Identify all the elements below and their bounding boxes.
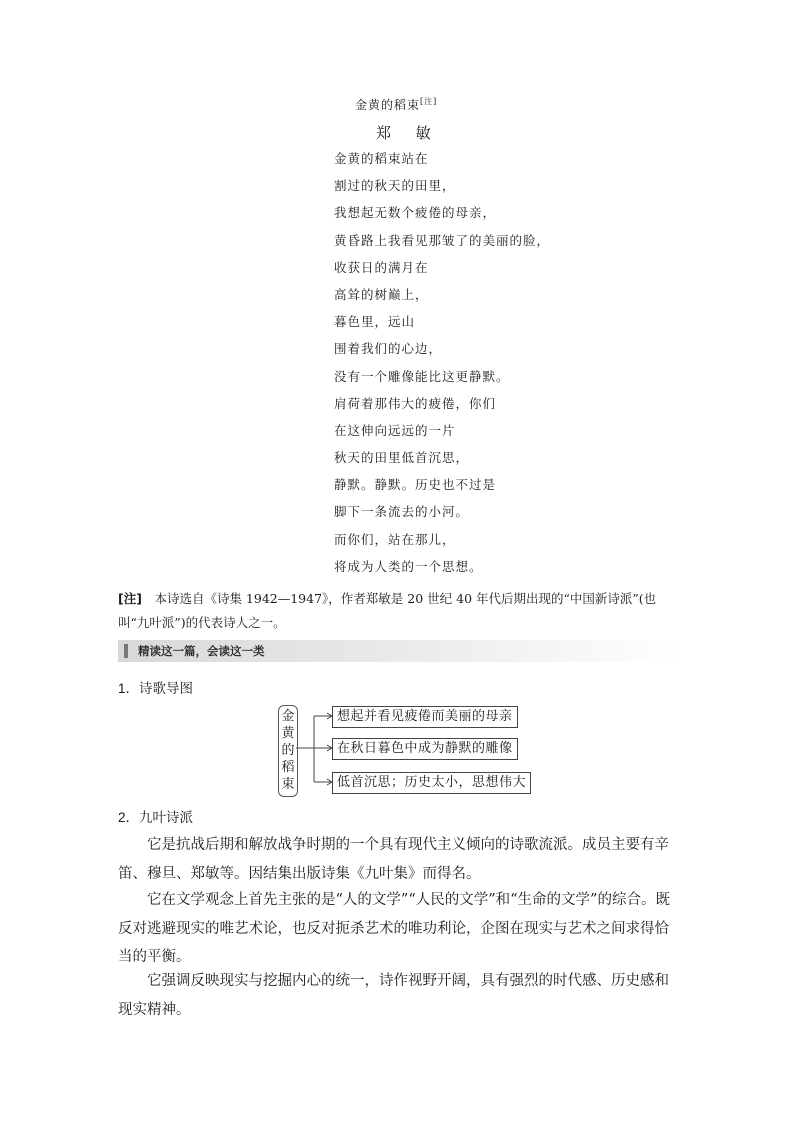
poem-line: 静默。静默。历史也不过是 <box>334 477 497 493</box>
paragraph: 它在文学观念上首先主张的是“人的文学”“人民的文学”和“生命的文学”的综合。既反对逃避现实的唯艺术论，也反对扼杀艺术的唯功利论，企图在现实与艺术之间求得恰当的平衡。 <box>118 892 670 965</box>
banner-bar <box>124 644 128 658</box>
mind-map-connectors <box>296 700 336 800</box>
root-char: 金 <box>281 709 295 724</box>
poem-line: 将成为人类的一个思想。 <box>334 558 483 574</box>
poem-body <box>334 150 550 585</box>
poem-line: 没有一个雕像能比这更静默。 <box>334 368 510 384</box>
poem-line: 金黄的稻束站在 <box>334 151 429 166</box>
mind-map-branch-1: 想起并看见疲倦而美丽的母亲 <box>332 706 518 728</box>
paragraph: 它强调反映现实与挖掘内心的统一，诗作视野开阔，具有强烈的时代感、历史感和现实精神。 <box>118 973 669 1018</box>
poem-line: 高耸的树巅上， <box>334 286 429 302</box>
heading-jiuye-school: 2．九叶诗派 <box>118 810 194 825</box>
mind-map-branch-2: 在秋日暮色中成为静默的雕像 <box>332 738 518 760</box>
poem-line: 收获日的满月在 <box>334 259 429 275</box>
poem-line: 围着我们的心边， <box>334 341 443 357</box>
root-char: 的 <box>281 743 295 758</box>
poem-line: 在这伸向远远的一片 <box>334 422 456 438</box>
poem-title <box>355 96 437 113</box>
section-banner <box>118 640 681 662</box>
heading-poem-map: 1．诗歌导图 <box>118 681 194 696</box>
poem-line: 暮色里，远山 <box>334 314 416 330</box>
poem-note-mark: [注] <box>420 97 438 106</box>
poem-line: 秋天的田里低首沉思， <box>334 450 470 466</box>
mind-map-branch-3: 低首沉思；历史太小，思想伟大 <box>332 772 531 794</box>
poem-line: 黄昏路上我看见那皱了的美丽的脸， <box>334 232 551 248</box>
mind-map-root <box>278 705 298 797</box>
root-char: 黄 <box>281 726 295 741</box>
poem-line: 脚下一条流去的小河。 <box>334 504 470 520</box>
poem-line: 肩荷着那伟大的疲倦，你们 <box>334 395 497 411</box>
poem-line: 割过的秋天的田里， <box>334 178 456 194</box>
poem-note <box>118 587 683 635</box>
poem-line: 而你们，站在那儿， <box>334 531 456 547</box>
root-char: 束 <box>281 777 295 792</box>
section-banner-label: 精读这一篇，会读这一类 <box>138 644 265 658</box>
note-label: [注] <box>118 591 142 606</box>
root-char: 稻 <box>281 760 295 775</box>
poem-author: 郑 敏 <box>376 124 441 142</box>
note-text: 本诗选自《诗集 1942—1947》，作者郑敏是 20 世纪 40 年代后期出现的“中国新诗派”(也叫“九叶派”)的代表诗人之一。 <box>118 591 657 630</box>
poem-title-text: 金黄的稻束 <box>355 98 421 112</box>
paragraph: 它是抗战后期和解放战争时期的一个具有现代主义倾向的诗歌流派。成员主要有辛笛、穆旦、郑敏等。因结集出版诗集《九叶集》而得名。 <box>118 837 669 882</box>
poem-line: 我想起无数个疲倦的母亲， <box>334 205 497 221</box>
